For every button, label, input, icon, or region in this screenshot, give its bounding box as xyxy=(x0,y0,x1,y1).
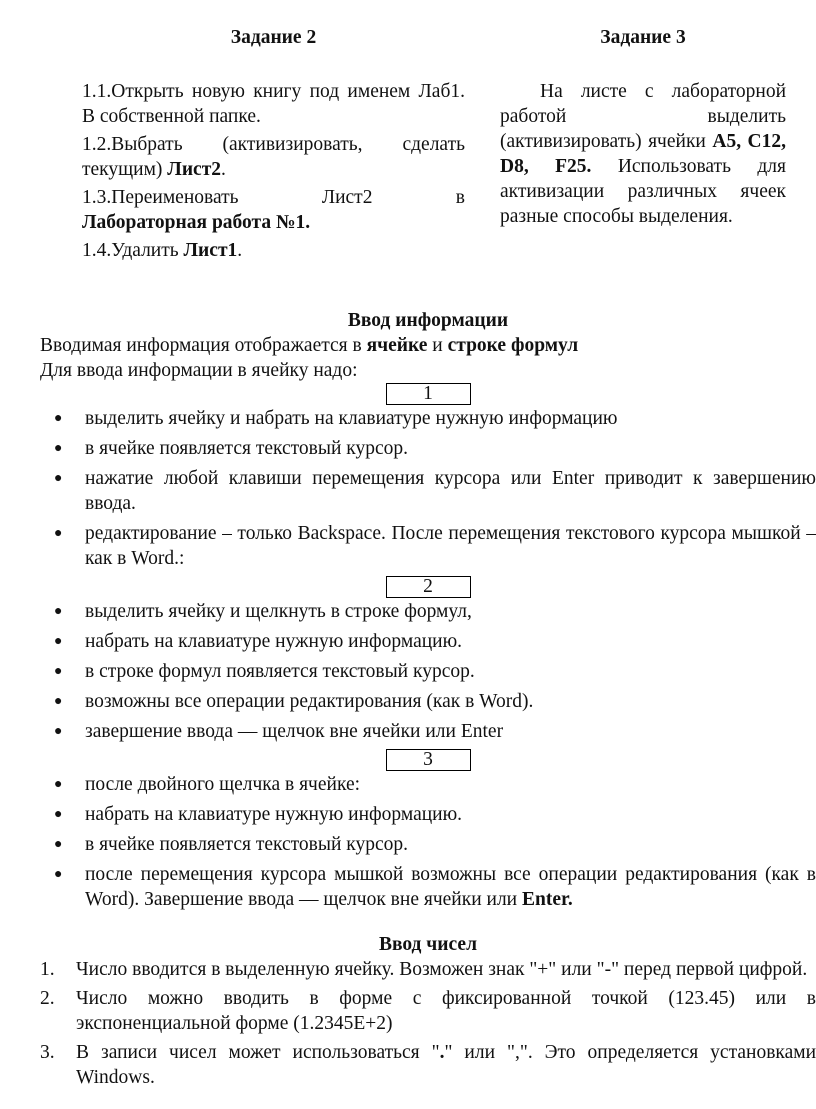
bullet-icon: ● xyxy=(54,604,63,619)
method-1-list xyxy=(40,406,816,571)
list-item: 2. Число можно вводить в форме с фиксированной точкой (123.45) или в экспоненциальной форме (1.2345Е+2) xyxy=(40,988,816,1034)
list-item: ● возможны все операции редактирования (как в Word). xyxy=(54,691,534,712)
list-item: ● набрать на клавиатуре нужную информацию. xyxy=(54,804,463,825)
numbers-title: Ввод чисел xyxy=(378,934,478,955)
task2-column xyxy=(82,26,465,266)
input-info-title: Ввод информации xyxy=(347,310,509,331)
list-item: ● выделить ячейку и щелкнуть в строке формул, xyxy=(54,601,472,622)
list-item: ● завершение ввода — щелчок вне ячейки или Enter xyxy=(54,721,504,742)
input-info-intro: Вводимая информация отображается в ячейке и строке формул xyxy=(40,335,579,356)
list-item: ● после двойного щелчка в ячейке: xyxy=(54,774,361,795)
numbers-section xyxy=(40,933,816,1094)
list-item: ● выделить ячейку и набрать на клавиатуре нужную информацию xyxy=(54,408,618,429)
list-item: ● нажатие любой клавиши перемещения курсора или Enter приводит к завершению ввода. xyxy=(54,468,816,514)
bullet-icon: ● xyxy=(54,471,63,486)
input-info-intro-2: Для ввода информации в ячейку надо: xyxy=(40,360,358,381)
task3-text: На листе с лабораторной работой выделить (активизировать) ячейки А5, С12, D8, F25. Использовать для активизации различных ячеек разные способы выделения. xyxy=(500,81,787,227)
list-item: 3. В записи чисел может использоваться "." или ",". Это определяется установками Windows. xyxy=(40,1042,816,1088)
task2-item-4: 1.4.Удалить Лист1. xyxy=(82,240,243,261)
list-item: ● редактирование – только Backspace. После перемещения текстового курсора мышкой – как в Word.: xyxy=(54,523,816,569)
method-box-1: 1 xyxy=(386,383,471,405)
list-item: ● в ячейке появляется текстовый курсор. xyxy=(54,438,408,459)
bullet-icon: ● xyxy=(54,634,63,649)
bullet-icon: ● xyxy=(54,724,63,739)
task2-item-1: 1.1.Открыть новую книгу под именем Лаб1. В собственной папке. xyxy=(82,81,465,127)
input-info-section xyxy=(40,309,816,917)
bullet-icon: ● xyxy=(54,526,63,541)
bullet-icon: ● xyxy=(54,694,63,709)
list-item: ● набрать на клавиатуре нужную информацию. xyxy=(54,631,463,652)
method-2-list xyxy=(40,599,816,744)
method-3-list xyxy=(40,772,816,912)
task3-column xyxy=(500,26,786,229)
bullet-icon: ● xyxy=(54,777,63,792)
method-box-3: 3 xyxy=(386,749,471,771)
list-item: ● в ячейке появляется текстовый курсор. xyxy=(54,834,408,855)
list-item: ● после перемещения курсора мышкой возможны все операции редактирования (как в Word). Завершение ввода — щелчок вне ячейки или Enter. xyxy=(54,864,816,910)
task2-item-2: 1.2.Выбрать (активизировать, сделать текущим) Лист2. xyxy=(82,134,465,180)
bullet-icon: ● xyxy=(54,867,63,882)
bullet-icon: ● xyxy=(54,411,63,426)
task2-item-3: 1.3.Переименовать Лист2 в Лабораторная работа №1. xyxy=(82,187,465,233)
task2-title: Задание 2 xyxy=(230,27,317,48)
task3-title: Задание 3 xyxy=(600,27,686,48)
method-box-2: 2 xyxy=(386,576,471,598)
bullet-icon: ● xyxy=(54,837,63,852)
bullet-icon: ● xyxy=(54,807,63,822)
bullet-icon: ● xyxy=(54,441,63,456)
list-item: 1. Число вводится в выделенную ячейку. Возможен знак "+" или "-" перед первой цифрой. xyxy=(40,959,808,980)
list-item: ● в строке формул появляется текстовый курсор. xyxy=(54,661,475,682)
bullet-icon: ● xyxy=(54,664,63,679)
numbers-list xyxy=(40,957,816,1090)
